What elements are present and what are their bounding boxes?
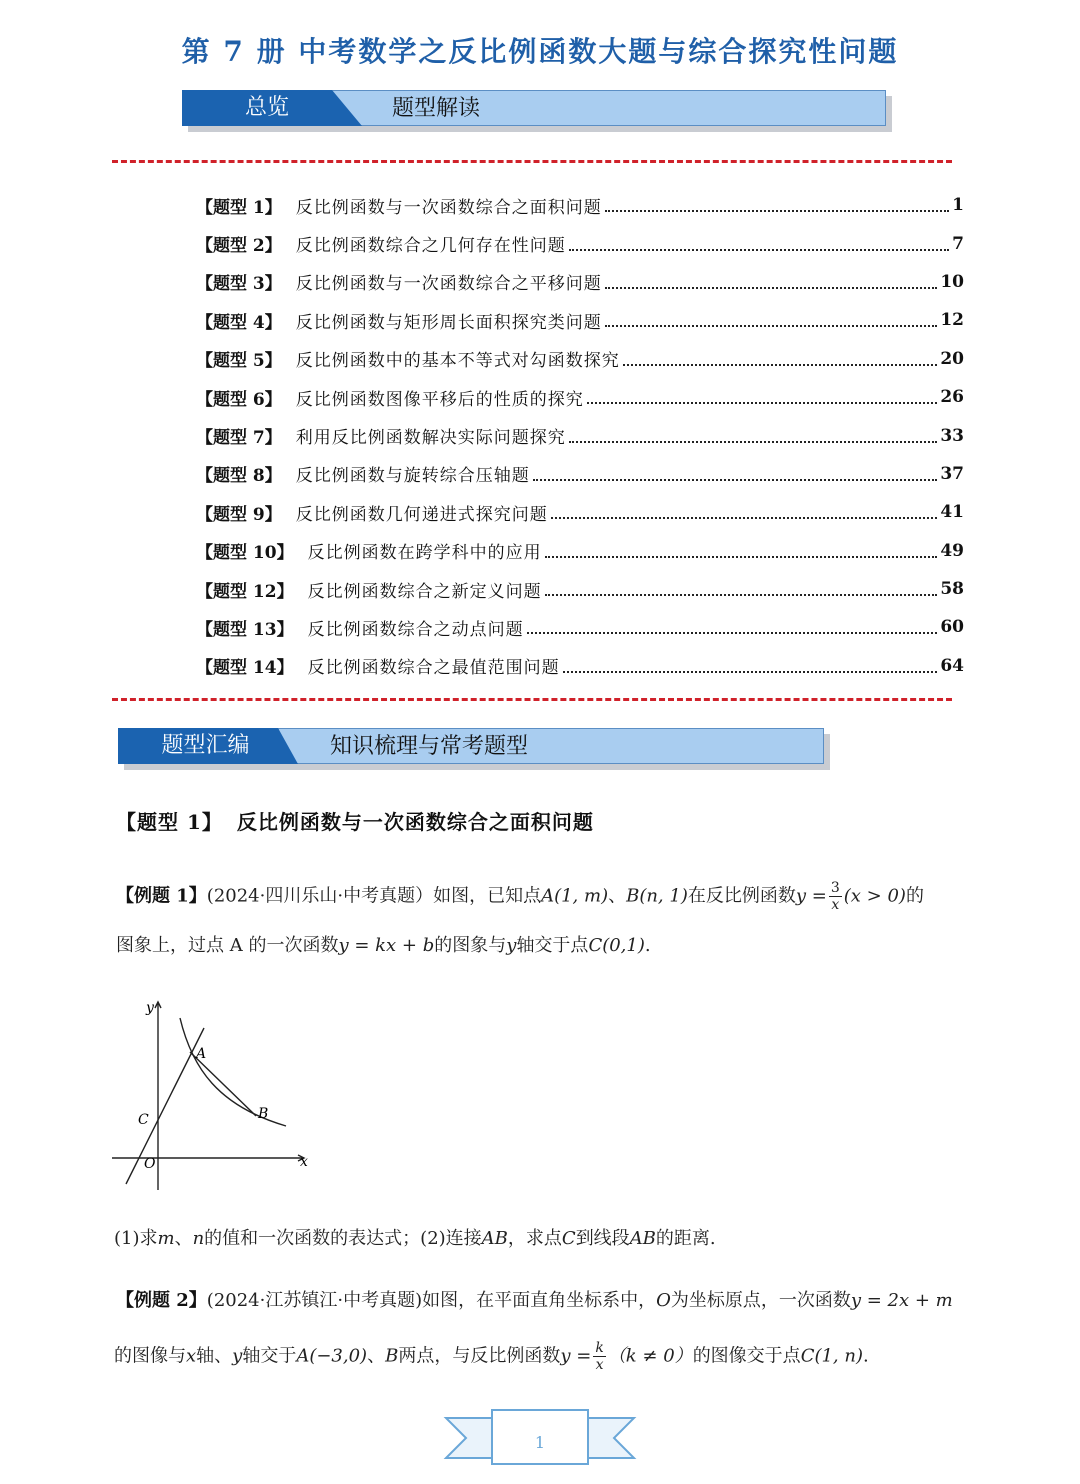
toc-entry-page: 37 xyxy=(940,463,964,484)
toc-entry[interactable] xyxy=(196,186,964,224)
point-a: A(−3,0) xyxy=(296,1345,368,1367)
origin-label: O xyxy=(144,1156,156,1172)
separator: 、 xyxy=(608,885,627,907)
point-b-label: B xyxy=(385,1345,399,1367)
y-axis-label: y xyxy=(146,1000,154,1016)
toc-entry[interactable] xyxy=(196,301,964,339)
example2-line2 xyxy=(114,1340,869,1373)
point-c-label: C xyxy=(138,1112,149,1128)
toc-entry-title: 反比例函数综合之新定义问题 xyxy=(307,581,542,602)
ribbon-left-tail xyxy=(446,1418,492,1458)
toc-leader-dots xyxy=(533,479,938,481)
toc-leader-dots xyxy=(623,364,938,366)
toc-entry-number: 【题型 10】 xyxy=(196,543,294,564)
toc-leader-dots xyxy=(545,594,938,596)
toc-entry-number: 【题型 9】 xyxy=(196,504,282,525)
example1-question xyxy=(114,1226,716,1252)
toc-entry[interactable] xyxy=(196,608,964,646)
y-symbol: y xyxy=(506,935,517,956)
toc-entry-page: 41 xyxy=(940,502,964,523)
overview-banner xyxy=(182,90,886,126)
page-number: 1 xyxy=(534,1433,546,1452)
section-divider-top xyxy=(112,160,952,163)
x-axis-label: x xyxy=(300,1154,308,1170)
point-c: C(1, n) xyxy=(800,1345,863,1367)
toc-entry-title: 反比例函数图像平移后的性质的探究 xyxy=(295,389,584,410)
fraction-k-over-x xyxy=(593,1340,605,1373)
document-title: 第 7 册 中考数学之反比例函数大题与综合探究性问题 xyxy=(181,35,899,68)
toc-entry[interactable] xyxy=(196,378,964,416)
point-a: A(1, m) xyxy=(541,885,609,907)
example1-source: (2024·四川乐山·中考真题） xyxy=(206,885,434,907)
question-text: 的距离. xyxy=(655,1228,716,1249)
example2-text: 的图像交于点 xyxy=(692,1345,801,1367)
toc-entry-number: 【题型 1】 xyxy=(196,197,282,218)
toc-entry[interactable] xyxy=(196,224,964,262)
toc-entry-number: 【题型 3】 xyxy=(196,274,282,295)
toc-entry-page: 1 xyxy=(952,195,964,216)
toc-entry-title: 利用反比例函数解决实际问题探究 xyxy=(295,428,566,449)
x-symbol: x xyxy=(186,1345,197,1367)
example2-text: 的图像与 xyxy=(114,1345,186,1367)
toc-entry-title: 反比例函数与旋转综合压轴题 xyxy=(295,466,530,487)
example2-label: 【例题 2】 xyxy=(116,1290,207,1311)
toc-entry-page: 26 xyxy=(940,387,964,408)
separator: 、 xyxy=(367,1345,386,1367)
point-c: C(0,1) xyxy=(588,935,645,956)
toc-entry-title: 反比例函数中的基本不等式对勾函数探究 xyxy=(295,351,620,372)
toc-entry-page: 12 xyxy=(940,310,964,331)
toc-entry-number: 【题型 14】 xyxy=(196,658,294,679)
ribbon-right-tail xyxy=(588,1418,634,1458)
point-b-label: B xyxy=(258,1106,269,1122)
toc-entry-title: 反比例函数与矩形周长面积探究类问题 xyxy=(295,312,602,333)
example1-line2 xyxy=(116,933,651,959)
toc-entry-number: 【题型 6】 xyxy=(196,389,282,410)
toc-entry-title: 反比例函数在跨学科中的应用 xyxy=(307,543,542,564)
origin-symbol: O xyxy=(656,1290,671,1311)
toc-entry[interactable] xyxy=(196,532,964,570)
var-n: n xyxy=(192,1228,205,1249)
toc-entry-page: 33 xyxy=(940,425,964,446)
toc-leader-dots xyxy=(551,517,938,519)
example1-text: 在反比例函数 xyxy=(687,885,796,907)
point-a-label: A xyxy=(196,1046,207,1062)
toc-entry-number: 【题型 12】 xyxy=(196,581,294,602)
toc-leader-dots xyxy=(527,632,938,634)
y-symbol: y xyxy=(232,1345,243,1367)
toc-entry-page: 64 xyxy=(940,655,964,676)
toc-entry[interactable] xyxy=(196,570,964,608)
fraction-numerator: k xyxy=(595,1340,604,1356)
var-m: m xyxy=(157,1228,175,1249)
question-text: 的值和一次函数的表达式；(2)连接 xyxy=(204,1228,482,1249)
fraction-denominator: x xyxy=(831,897,840,913)
example1-line1 xyxy=(116,880,924,913)
fraction-3-over-x xyxy=(829,880,842,913)
example2-source: (2024·江苏镇江·中考真题) xyxy=(206,1290,423,1311)
toc-entry-number: 【题型 8】 xyxy=(196,466,282,487)
function-lhs: y = xyxy=(795,885,827,907)
toc-entry-page: 10 xyxy=(940,271,964,292)
function-lhs: y = xyxy=(560,1345,592,1367)
segment-ab-label: AB xyxy=(481,1228,508,1249)
condition: （k ≠ 0） xyxy=(607,1345,693,1367)
period: . xyxy=(863,1345,869,1367)
toc-leader-dots xyxy=(569,441,938,443)
toc-entry-page: 60 xyxy=(940,617,964,638)
toc-entry[interactable] xyxy=(196,263,964,301)
segment-ab-label: AB xyxy=(629,1228,656,1249)
example1-text: 的图象与 xyxy=(434,935,507,956)
question-text: 到线段 xyxy=(575,1228,630,1249)
point-b: B(n, 1) xyxy=(626,885,688,907)
toc-entry-number: 【题型 5】 xyxy=(196,351,282,372)
question-text: ，求点 xyxy=(507,1228,562,1249)
toc-entry[interactable] xyxy=(196,647,964,685)
toc-leader-dots xyxy=(563,671,938,673)
toc-leader-dots xyxy=(569,249,949,251)
linear-function: y = kx + b xyxy=(338,935,435,956)
banner-knowledge-label: 知识梳理与常考题型 xyxy=(330,734,529,759)
section-divider-bottom xyxy=(112,698,952,701)
example1-figure xyxy=(108,994,328,1194)
example2-text: 如图，在平面直角坐标系中， xyxy=(422,1290,657,1311)
banner-compilation-label: 题型汇编 xyxy=(161,733,250,758)
toc-entry[interactable] xyxy=(196,493,964,531)
banner-type-reading-label: 题型解读 xyxy=(392,96,481,121)
toc-leader-dots xyxy=(605,210,949,212)
toc-leader-dots xyxy=(605,287,938,289)
toc-entry-title: 反比例函数综合之最值范围问题 xyxy=(307,658,560,679)
toc-leader-dots xyxy=(545,556,938,558)
linear-function-line xyxy=(126,1028,207,1184)
example2-text: 轴交于 xyxy=(242,1345,297,1367)
toc-entry[interactable] xyxy=(196,416,964,454)
section-title: 反比例函数与一次函数综合之面积问题 xyxy=(236,810,594,834)
toc-leader-dots xyxy=(605,325,938,327)
toc-entry-number: 【题型 2】 xyxy=(196,236,282,257)
fraction-numerator: 3 xyxy=(830,880,840,896)
example2-text: 为坐标原点，一次函数 xyxy=(670,1290,851,1311)
example2-line1 xyxy=(116,1288,953,1314)
toc-entry-title: 反比例函数综合之动点问题 xyxy=(307,619,524,640)
toc-entry-title: 反比例函数与一次函数综合之平移问题 xyxy=(295,274,602,295)
section-number: 【题型 1】 xyxy=(116,810,223,834)
toc-entry-number: 【题型 4】 xyxy=(196,312,282,333)
toc-entry[interactable] xyxy=(196,455,964,493)
toc-entry[interactable] xyxy=(196,340,964,378)
page-number-ribbon xyxy=(442,1404,638,1468)
hyperbola-curve xyxy=(180,1018,286,1126)
point-c-label: C xyxy=(561,1228,576,1249)
toc-entry-title: 反比例函数综合之几何存在性问题 xyxy=(295,236,566,257)
toc-entry-title: 反比例函数几何递进式探究问题 xyxy=(295,504,548,525)
toc-entry-number: 【题型 13】 xyxy=(196,619,294,640)
function-domain: (x > 0) xyxy=(843,885,906,907)
section-heading xyxy=(116,806,594,835)
toc-entry-page: 20 xyxy=(940,348,964,369)
table-of-contents xyxy=(196,186,964,685)
example1-label: 【例题 1】 xyxy=(116,885,207,907)
example1-text: 图象上，过点 A 的一次函数 xyxy=(116,935,339,956)
toc-entry-number: 【题型 7】 xyxy=(196,428,282,449)
toc-entry-page: 7 xyxy=(952,233,964,254)
question-text: 、 xyxy=(174,1228,193,1249)
toc-entry-page: 58 xyxy=(940,579,964,600)
example2-text: 轴、 xyxy=(196,1345,233,1367)
example2-text: 两点，与反比例函数 xyxy=(398,1345,561,1367)
question-text: (1)求 xyxy=(114,1228,158,1249)
example1-text: 轴交于点 xyxy=(516,935,589,956)
example1-text: 的 xyxy=(905,885,924,907)
fraction-denominator: x xyxy=(595,1357,604,1373)
period: . xyxy=(644,935,651,956)
toc-leader-dots xyxy=(587,402,938,404)
compilation-banner xyxy=(118,728,824,764)
toc-entry-page: 49 xyxy=(940,540,964,561)
toc-entry-title: 反比例函数与一次函数综合之面积问题 xyxy=(295,197,602,218)
linear-function: y = 2x + m xyxy=(850,1290,953,1311)
banner-overview-label: 总览 xyxy=(244,95,289,120)
example1-text: 如图，已知点 xyxy=(433,885,542,907)
